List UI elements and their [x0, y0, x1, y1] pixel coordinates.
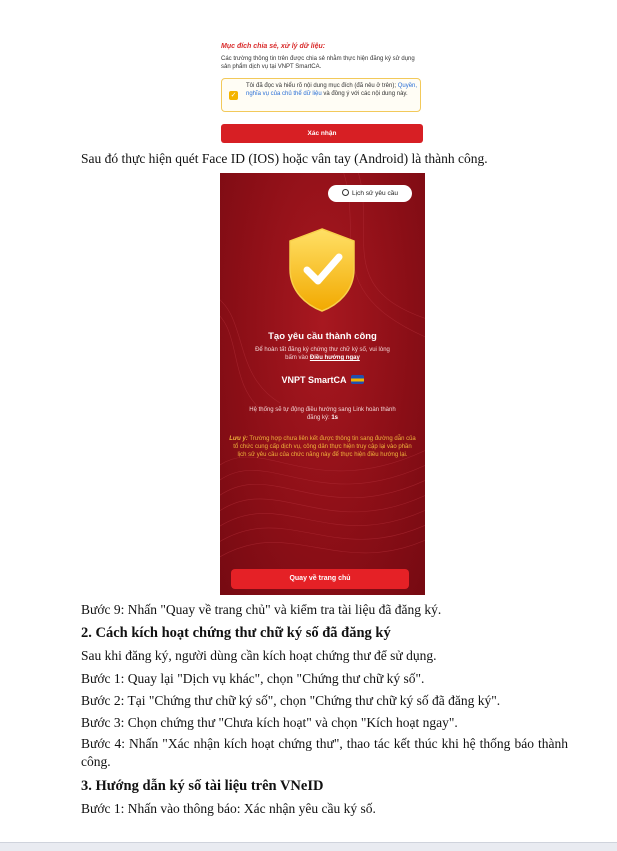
- phone-screenshot: [220, 173, 425, 595]
- navigate-now-link[interactable]: Điều hướng ngay: [309, 355, 360, 361]
- redirect-line2: [230, 414, 415, 422]
- consent-checkbox-text: [246, 82, 418, 98]
- history-clock-icon: [342, 189, 349, 196]
- vnpt-brand-name: VNPT SmartCA: [281, 375, 347, 385]
- redirect-countdown: 1s: [331, 415, 339, 421]
- success-title: Tạo yêu cầu thành công: [268, 331, 377, 342]
- history-button[interactable]: [328, 185, 412, 202]
- para-faceid: Sau đó thực hiện quét Face ID (IOS) hoặc vân tay (Android) là thành công.: [81, 151, 488, 166]
- vnpt-logo-icon: [351, 375, 364, 384]
- consent-text-before: Tôi đã đọc và hiểu rõ nội dung mục đích (đã nêu ở trên);: [246, 83, 398, 89]
- heading-sign: 3. Hướng dẫn ký số tài liệu trên VNeID: [81, 778, 324, 794]
- consent-checkbox-panel: [221, 78, 421, 112]
- activate-step3: Bước 3: Chọn chứng thư "Chưa kích hoạt" và chọn "Kích hoạt ngay".: [81, 715, 458, 730]
- page-bottom-bar: [0, 842, 617, 851]
- activate-step1: Bước 1: Quay lại "Dịch vụ khác", chọn "Chứng thư chữ ký số".: [81, 671, 425, 686]
- checkbox-checked-icon[interactable]: ✓: [230, 92, 237, 99]
- consent-text-after: và đồng ý với các nội dung này.: [321, 91, 408, 97]
- note-body: Trường hợp chưa liên kết được thông tin sang đường dẫn của tổ chức cung cấp dịch vụ, công dân thực hiện truy cập lại vào phần lịch sử yêu cầu của chức năng này để thực hiện điều hướng lại.: [233, 436, 416, 458]
- history-button-label: Lịch sử yêu cầu: [352, 190, 398, 197]
- step9: Bước 9: Nhấn "Quay về trang chủ" và kiểm tra tài liệu đã đăng ký.: [81, 602, 442, 617]
- consent-description: Các trường thông tin trên được chia sẻ nhằm thực hiện đăng ký sử dụng sản phẩm dịch vụ tại VNPT SmartCA.: [221, 56, 415, 70]
- para-activate: Sau khi đăng ký, người dùng cần kích hoạt chứng thư để sử dụng.: [81, 648, 437, 663]
- heading-activate: 2. Cách kích hoạt chứng thư chữ ký số đã đăng ký: [81, 625, 391, 641]
- consent-title: Mục đích chia sẻ, xử lý dữ liệu:: [221, 43, 326, 50]
- instruction-line1: Để hoàn tất đăng ký chứng thư chữ ký số, vui lòng: [255, 347, 390, 353]
- consent-screenshot: [218, 40, 425, 148]
- redirect-line2-text: đăng ký:: [306, 415, 332, 421]
- home-button[interactable]: Quay về trang chủ: [231, 569, 409, 589]
- activate-step4: Bước 4: Nhấn "Xác nhận kích hoạt chứng thư", thao tác kết thúc khi hệ thống báo thành công.: [81, 736, 568, 769]
- sign-step1: Bước 1: Nhấn vào thông báo: Xác nhận yêu cầu ký số.: [81, 801, 376, 816]
- vnpt-brand: [220, 375, 425, 385]
- instruction-line2-text: bấm vào: [285, 355, 310, 361]
- note-text: [228, 435, 417, 459]
- note-label: Lưu ý:: [229, 436, 248, 442]
- shield-check-icon: [282, 225, 362, 315]
- rights-link[interactable]: Quyền, nghĩa vụ của chủ thể dữ liệu: [246, 83, 418, 97]
- confirm-button[interactable]: Xác nhận: [221, 124, 423, 143]
- redirect-line1: Hệ thống sẽ tự động điều hướng sang Link hoàn thành: [249, 407, 396, 413]
- instruction-line2: [230, 354, 415, 362]
- activate-step2: Bước 2: Tại "Chứng thư chữ ký số", chọn "Chứng thư chữ ký số đã đăng ký".: [81, 693, 501, 708]
